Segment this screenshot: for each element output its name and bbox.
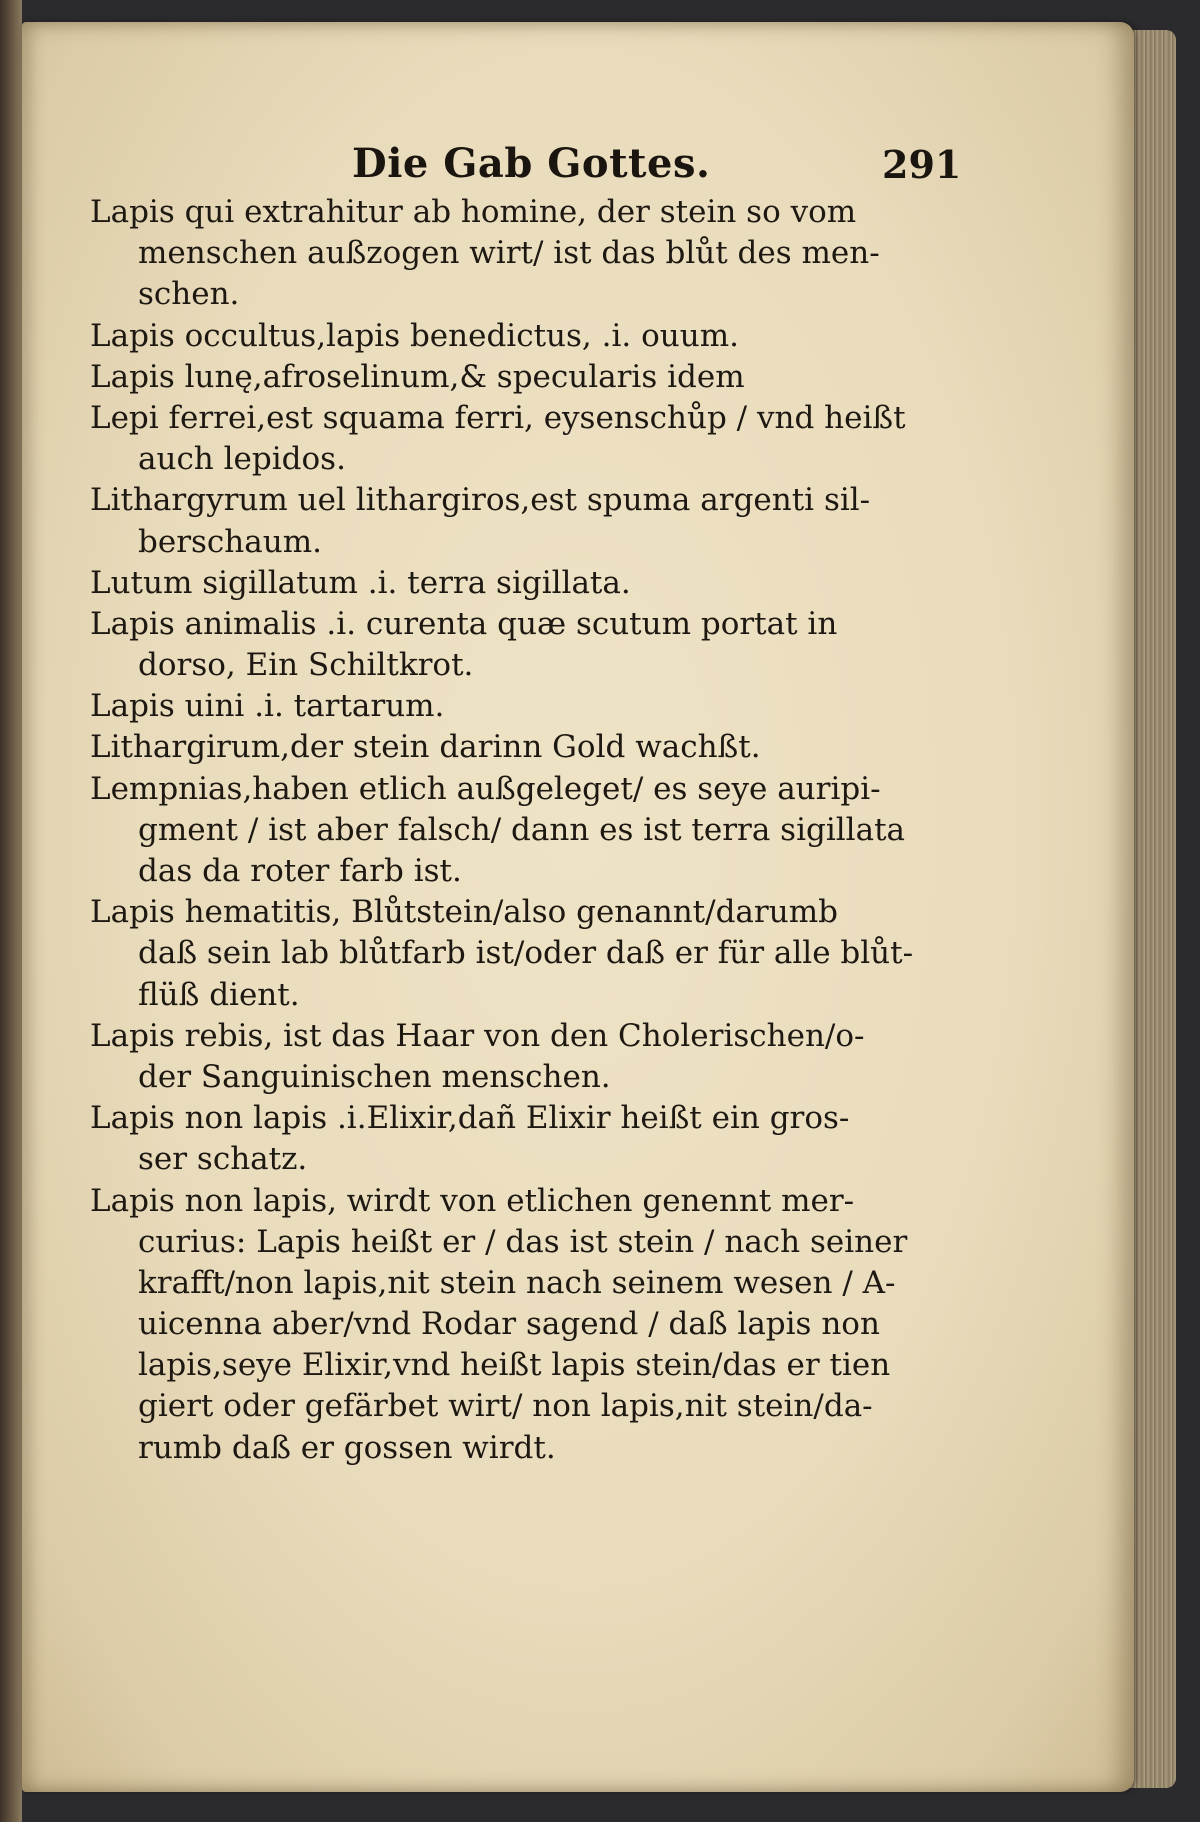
text-line: schen. — [138, 276, 240, 313]
text-line: Lithargyrum uel lithargiros,est spuma argenti sil- — [90, 482, 871, 519]
text-line: Lempnias,haben etlich außgeleget/ es seye auripi- — [90, 770, 881, 807]
text-line: curius: Lapis heißt er / das ist stein / nach seiner — [138, 1223, 908, 1260]
running-head: Die Gab Gottes. — [352, 140, 711, 187]
text-line: flüß dient. — [138, 976, 300, 1013]
text-line: daß sein lab blůtfarb ist/oder daß er für alle blůt- — [138, 935, 914, 972]
text-line: das da roter farb ist. — [138, 853, 462, 889]
text-line: Lapis hematitis, Blůtstein/also genannt/darumb — [90, 894, 838, 931]
text-line: auch lepidos. — [138, 441, 346, 478]
text-line: Lapis non lapis, wirdt von etlichen genennt mer- — [90, 1182, 855, 1219]
text-line: Lithargirum,der stein darinn Gold wachßt. — [90, 729, 761, 766]
text-line: menschen außzogen wirt/ ist das blůt des men- — [138, 235, 880, 272]
text-line: giert oder gefärbet wirt/ non lapis,nit stein/da- — [138, 1388, 873, 1425]
text-line: dorso, Ein Schiltkrot. — [138, 647, 474, 684]
page-header — [352, 140, 972, 200]
text-line: Lapis uini .i. tartarum. — [90, 688, 445, 725]
text-line: Lapis rebis, ist das Haar von den Cholerischen/o- — [90, 1017, 865, 1054]
text-line: ser schatz. — [138, 1141, 308, 1178]
text-line: Lapis lunę,afroselinum,& specularis idem — [90, 358, 745, 395]
text-line: Lapis qui extrahitur ab homine, der stein so vom — [90, 194, 857, 230]
text-line: gment / ist aber falsch/ dann es ist terra sigillata — [138, 811, 906, 848]
text-line: rumb daß er gossen wirdt. — [138, 1429, 556, 1466]
text-line: krafft/non lapis,nit stein nach seinem wesen / A- — [138, 1264, 896, 1301]
text-line: Lapis non lapis .i.Elixir,dañ Elixir heißt ein gros- — [90, 1100, 850, 1137]
text-line: Lutum sigillatum .i. terra sigillata. — [90, 564, 631, 601]
text-line: Lapis occultus,lapis benedictus, .i. ouum. — [90, 317, 739, 354]
binding-edge — [0, 0, 22, 1822]
text-line: Lepi ferrei,est squama ferri, eysenschůp / vnd heißt — [90, 399, 906, 436]
text-line: berschaum. — [138, 523, 322, 560]
page-number: 291 — [882, 142, 962, 187]
body-text — [90, 192, 950, 1469]
text-line: der Sanguinischen menschen. — [138, 1058, 611, 1095]
text-line: Lapis animalis .i. curenta quæ scutum portat in — [90, 605, 838, 642]
text-line: uicenna aber/vnd Rodar sagend / daß lapis non — [138, 1306, 880, 1343]
text-line: lapis,seye Elixir,vnd heißt lapis stein/das er tien — [138, 1347, 891, 1384]
